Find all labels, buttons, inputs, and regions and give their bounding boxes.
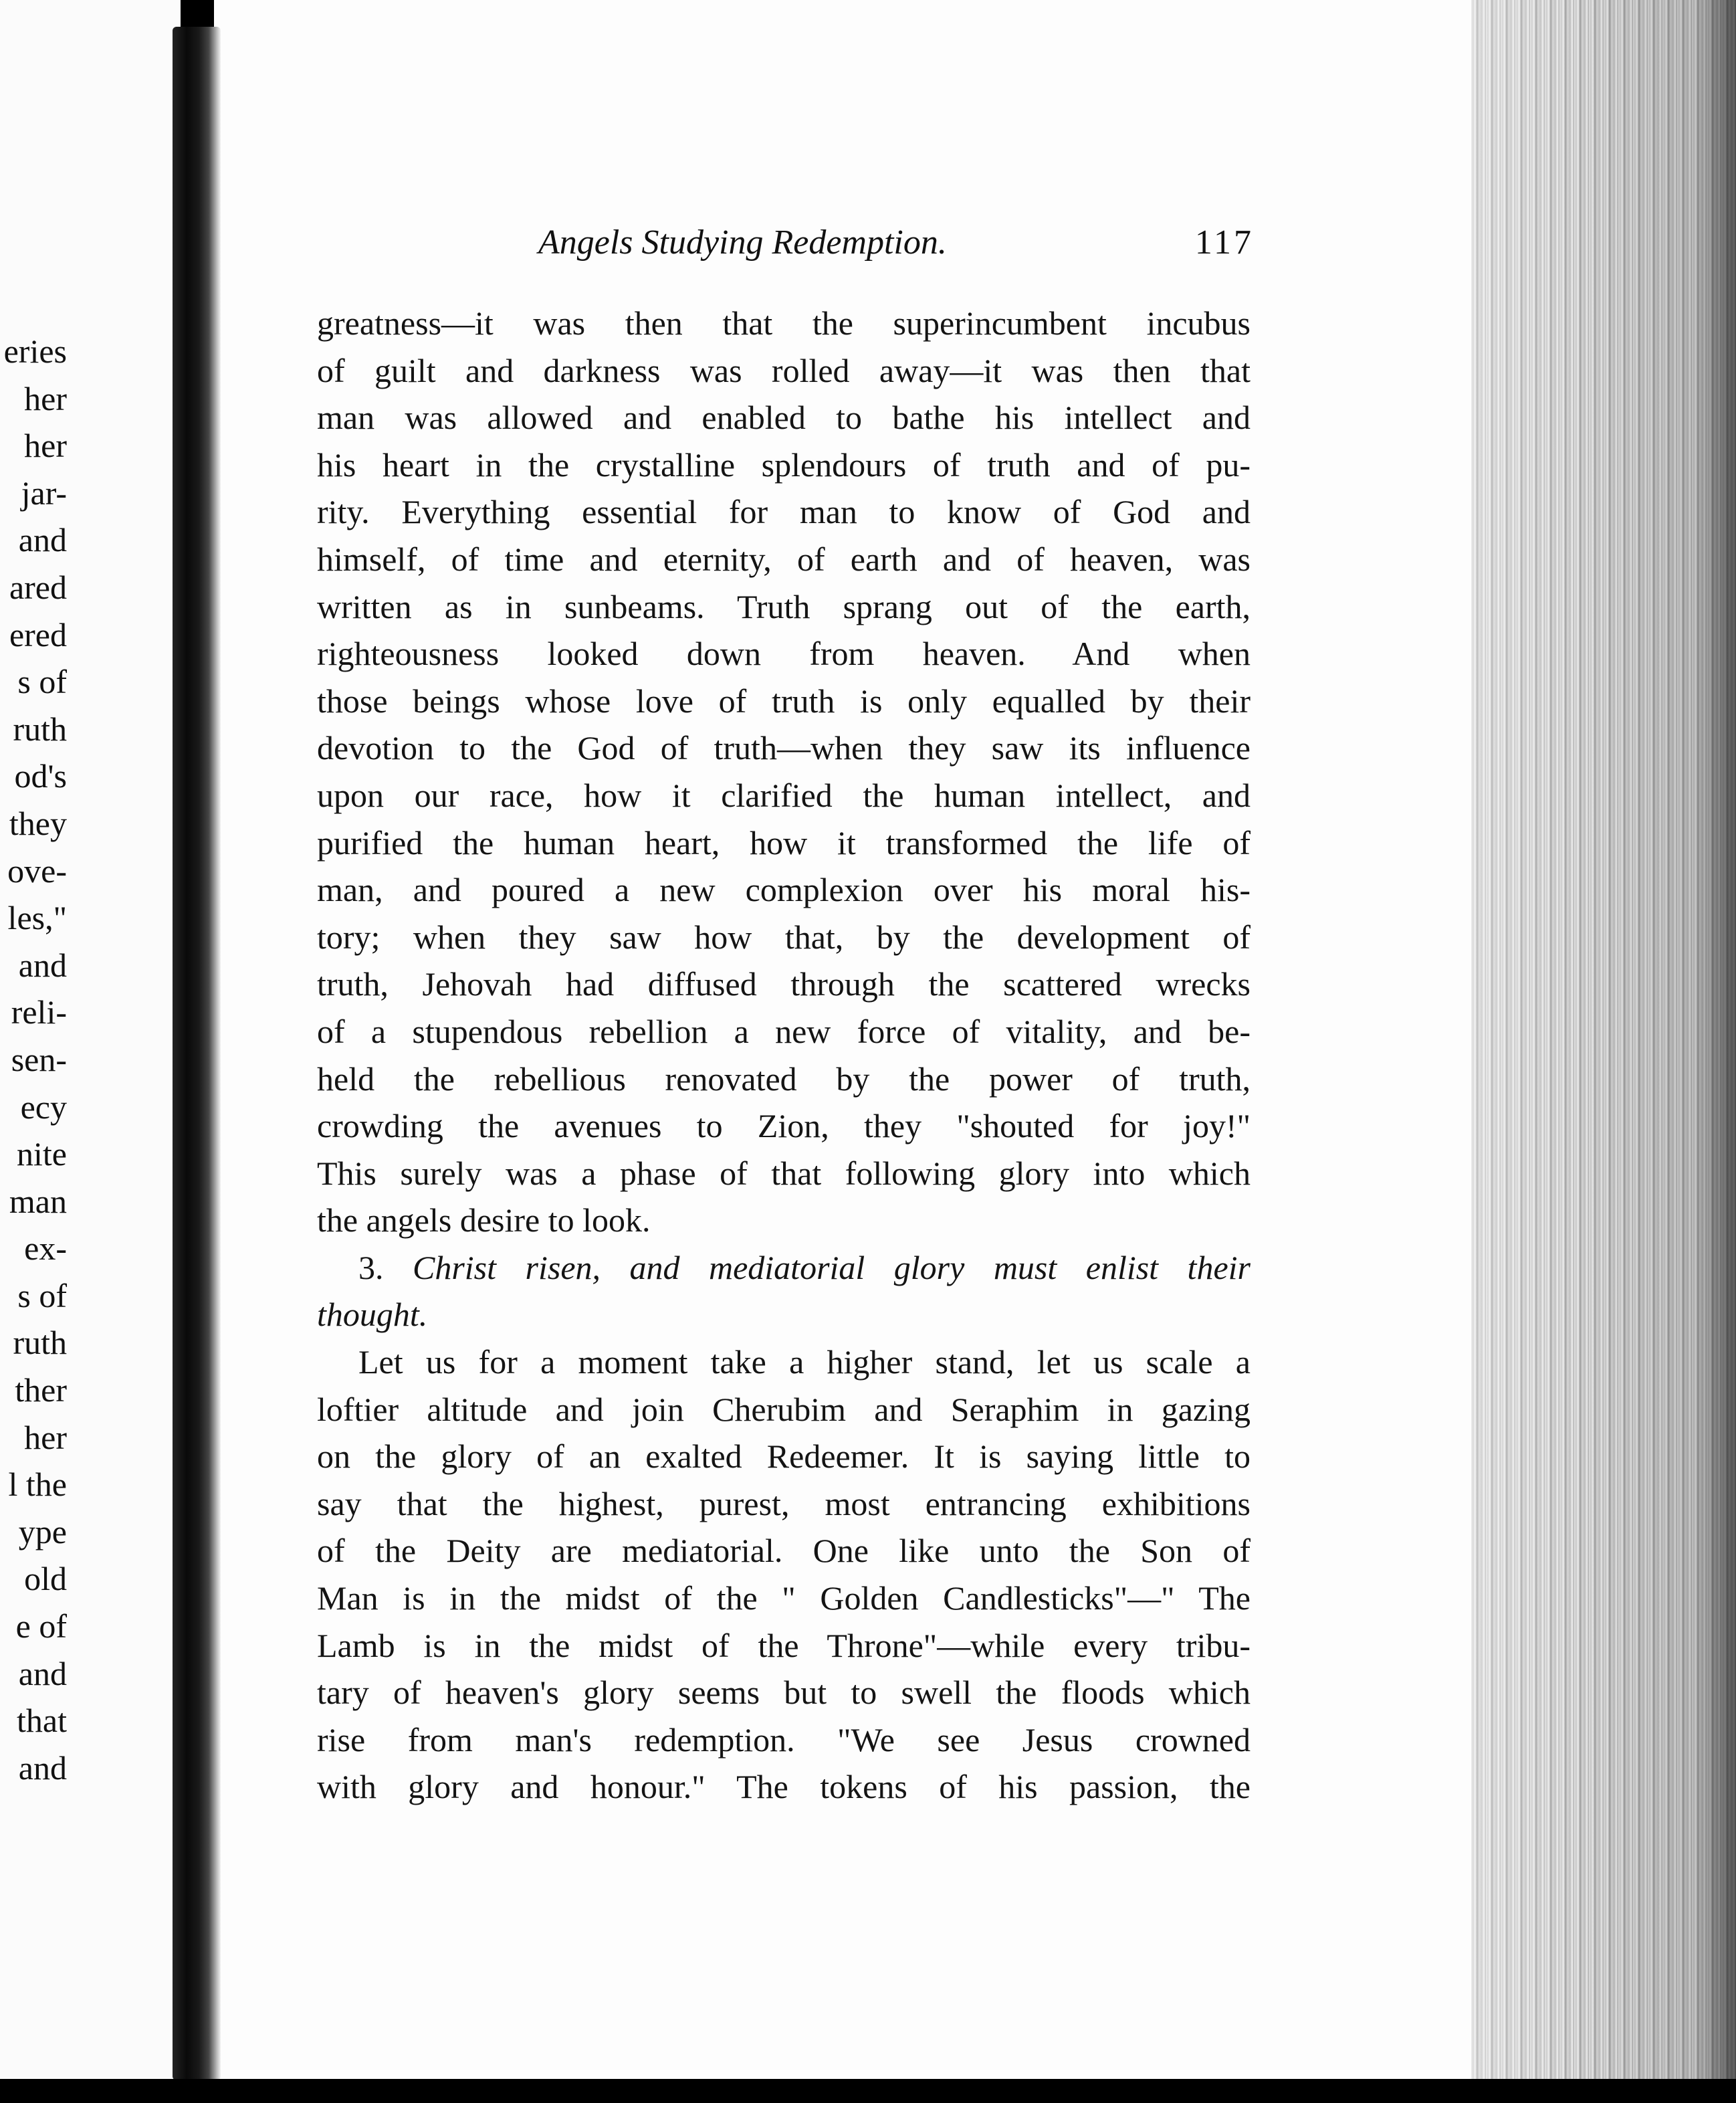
left-fragment: ther: [15, 1371, 67, 1409]
text-line: of a stupendous rebellion a new force of vitality, and be-: [317, 1012, 1251, 1050]
section-heading-continuation: thought.: [317, 1296, 428, 1334]
left-fragment: l the: [8, 1466, 67, 1504]
text-line: man, and poured a new complexion over his moral his-: [317, 871, 1251, 909]
heading-text: Christ risen, and mediatorial glory must enlist their: [412, 1248, 1251, 1286]
left-fragment: man: [9, 1182, 67, 1220]
text-line: rity. Everything essential for man to know of God and: [317, 493, 1251, 531]
left-fragment: they: [9, 804, 67, 842]
left-fragment: s of: [17, 663, 67, 701]
text-line: crowding the avenues to Zion, they "shouted for joy!": [317, 1107, 1251, 1145]
left-fragment: that: [17, 1702, 67, 1740]
left-fragment: s of: [17, 1276, 67, 1314]
left-fragment: and: [18, 1748, 67, 1787]
book-gutter: [173, 27, 221, 2080]
left-fragment: ex-: [24, 1229, 67, 1268]
text-line: on the glory of an exalted Redeemer. It is saying little to: [317, 1437, 1251, 1476]
running-head: [538, 223, 1254, 270]
left-fragment: sen-: [11, 1040, 67, 1078]
left-fragment: ove-: [7, 852, 67, 890]
page-number: 117: [1194, 223, 1254, 262]
left-fragment: eries: [3, 332, 67, 370]
text-line: upon our race, how it clarified the human intellect, and: [317, 776, 1251, 814]
scan-bottom-border: [0, 2079, 1736, 2103]
left-fragment: ype: [18, 1512, 67, 1550]
text-line: of guilt and darkness was rolled away—it was then that: [317, 351, 1251, 389]
heading-number: 3.: [358, 1248, 384, 1286]
text-line: tory; when they saw how that, by the development of: [317, 918, 1251, 956]
text-line: those beings whose love of truth is only equalled by their: [317, 682, 1251, 720]
left-fragment: ared: [9, 568, 67, 606]
text-line: with glory and honour." The tokens of his passion, the: [317, 1768, 1251, 1806]
left-fragment: her: [24, 379, 67, 417]
left-fragment: e of: [15, 1607, 67, 1645]
left-fragment: les,": [7, 899, 67, 937]
text-line: Let us for a moment take a higher stand, let us scale a: [358, 1343, 1251, 1381]
text-line: written as in sunbeams. Truth sprang out of the earth,: [317, 587, 1251, 625]
left-fragment: and: [18, 946, 67, 984]
text-line: rise from man's redemption. "We see Jesus crowned: [317, 1720, 1251, 1759]
left-fragment: her: [24, 427, 67, 465]
text-line: man was allowed and enabled to bathe his intellect and: [317, 399, 1251, 437]
left-fragment: ecy: [20, 1088, 67, 1126]
left-fragment: od's: [14, 757, 67, 795]
left-fragment: her: [24, 1418, 67, 1456]
left-fragment: reli-: [11, 993, 67, 1031]
left-fragment: nite: [17, 1135, 67, 1173]
left-fragment: ered: [9, 615, 67, 654]
text-line: say that the highest, purest, most entrancing exhibitions: [317, 1484, 1251, 1522]
text-line: Man is in the midst of the " Golden Candlesticks"—" The: [317, 1579, 1251, 1617]
running-title: Angels Studying Redemption.: [538, 223, 947, 262]
text-line: held the rebellious renovated by the power of truth,: [317, 1060, 1251, 1098]
left-fragment: and: [18, 1654, 67, 1692]
text-line: righteousness looked down from heaven. And when: [317, 635, 1251, 673]
left-fragment: old: [24, 1560, 67, 1598]
text-line: devotion to the God of truth—when they saw its influence: [317, 729, 1251, 767]
left-fragment: and: [18, 521, 67, 559]
text-line: truth, Jehovah had diffused through the scattered wrecks: [317, 965, 1251, 1003]
left-fragment: ruth: [13, 1324, 67, 1362]
left-page-text-fragments: [0, 328, 67, 1791]
text-line: This surely was a phase of that following glory into which: [317, 1154, 1251, 1192]
text-line: his heart in the crystalline splendours of truth and of pu-: [317, 445, 1251, 484]
left-page-edge: [0, 0, 181, 2103]
text-line: tary of heaven's glory seems but to swell the floods which: [317, 1674, 1251, 1712]
text-line: Lamb is in the midst of the Throne"—while every tribu-: [317, 1626, 1251, 1664]
page-fore-edge-shade: [1471, 0, 1736, 2103]
left-fragment: jar-: [21, 474, 67, 512]
text-line: purified the human heart, how it transformed the life of: [317, 823, 1251, 862]
text-line: loftier altitude and join Cherubim and Seraphim in gazing: [317, 1390, 1251, 1428]
text-line: greatness—it was then that the superincumbent incubus: [317, 304, 1251, 342]
text-line: the angels desire to look.: [317, 1201, 651, 1239]
section-heading: [317, 1244, 1251, 1292]
left-fragment: ruth: [13, 710, 67, 748]
text-line: himself, of time and eternity, of earth and of heaven, was: [317, 540, 1251, 578]
body-text: [317, 300, 1251, 1811]
text-line: of the Deity are mediatorial. One like unto the Son of: [317, 1532, 1251, 1570]
